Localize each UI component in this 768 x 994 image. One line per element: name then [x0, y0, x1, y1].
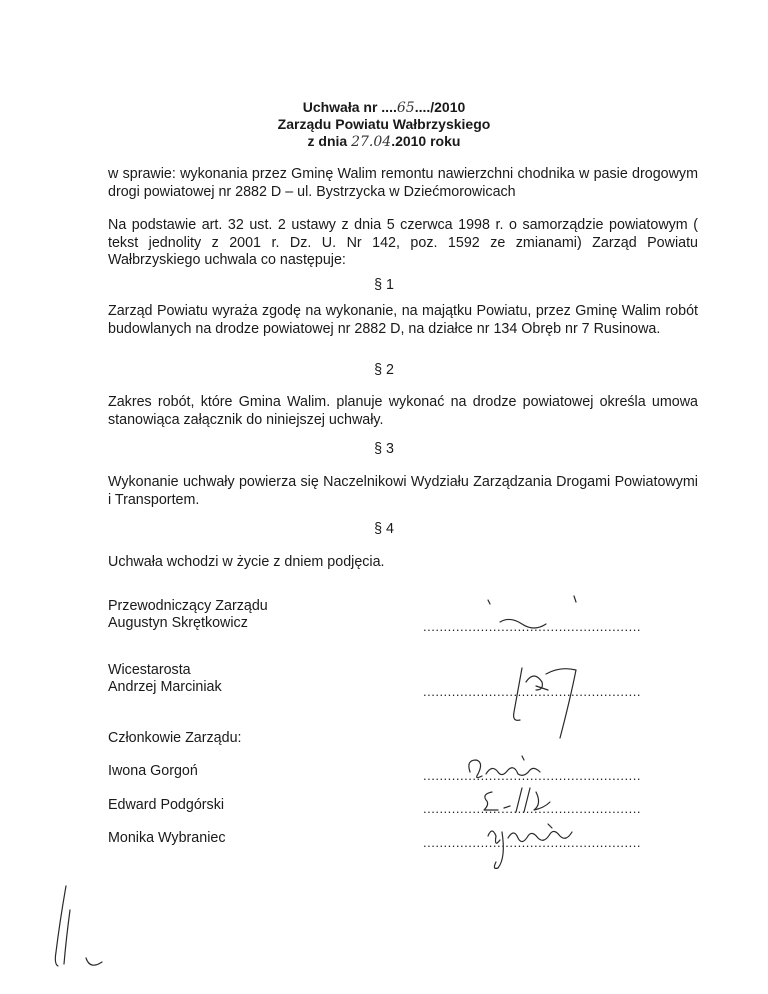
legal-basis-paragraph: Na podstawie art. 32 ust. 2 ustawy z dnia 5 czerwca 1998 r. o samorządzie powiatowym ( tekst jednolity z 2001 r. Dz. U. Nr 142, poz. 1592 ze zmianami) Zarząd Powiatu Wałbrzyskiego uchwala co następuje: [108, 217, 698, 268]
member-name-1: Iwona Gorgoń [108, 763, 198, 779]
member-name-2: Edward Podgórski [108, 797, 225, 813]
member-2-signature-line: ..................................................... [423, 801, 641, 816]
section-4-mark: § 4 [374, 521, 394, 537]
member-1-signature-mark [462, 752, 582, 784]
section-3-text: Wykonanie uchwały powierza się Naczelnikowi Wydziału Zarządzania Drogami Powiatowymi i Transportem. [108, 474, 698, 508]
chair-name: Augustyn Skrętkowicz [108, 615, 248, 631]
section-2-mark: § 2 [374, 362, 394, 378]
members-label: Członkowie Zarządu: [108, 730, 242, 746]
section-1-text: Zarząd Powiatu wyraża zgodę na wykonanie, na majątku Powiatu, przez Gminę Walim robót budowlanych na drodze powiatowej nr 2882 D, na działce nr 134 Obręb nr 7 Rusinowa. [108, 303, 698, 337]
member-1-signature-line: ..................................................... [423, 768, 641, 783]
member-3-signature-line: ..................................................... [423, 835, 641, 850]
handwritten-date: 27.04 [351, 134, 392, 150]
handwritten-number: 65 [396, 100, 415, 116]
page-initials-mark [40, 880, 120, 980]
vice-role: Wicestarosta [108, 662, 191, 678]
vice-signature-mark [500, 660, 610, 745]
chair-signature-mark [470, 590, 590, 635]
vice-name: Andrzej Marciniak [108, 679, 222, 695]
section-4-text: Uchwała wchodzi w życie z dniem podjęcia. [108, 554, 385, 570]
member-2-signature-mark [478, 782, 568, 816]
issuing-body: Zarządu Powiatu Wałbrzyskiego [277, 116, 491, 132]
section-1-mark: § 1 [374, 277, 394, 293]
chair-signature-line: ..................................................... [423, 619, 641, 634]
subject-paragraph: w sprawie: wykonania przez Gminę Walim remontu nawierzchni chodnika w pasie drogowym drogi powiatowej nr 2882 D – ul. Bystrzycka w Dziećmorowicach [108, 166, 698, 200]
chair-role: Przewodniczący Zarządu [108, 598, 268, 614]
section-2-text: Zakres robót, które Gmina Walim. planuje wykonać na drodze powiatowej określa umowa stanowiąca załącznik do niniejszej uchwały. [108, 394, 698, 428]
section-3-mark: § 3 [374, 441, 394, 457]
vice-signature-line: ..................................................... [423, 684, 641, 699]
member-3-signature-mark [480, 818, 600, 872]
resolution-number: Uchwała nr ....65..../2010 [302, 99, 466, 116]
resolution-date: z dnia 27.04.2010 roku [307, 133, 461, 150]
member-name-3: Monika Wybraniec [108, 830, 226, 846]
